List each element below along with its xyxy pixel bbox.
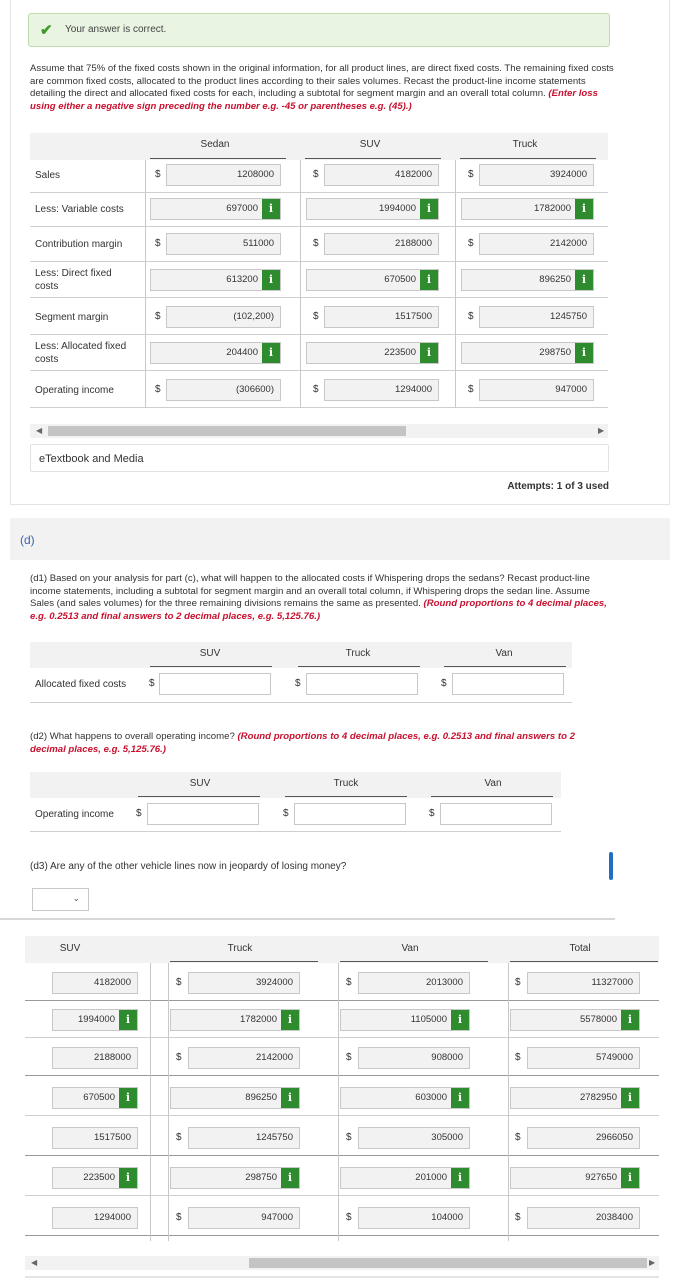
answer-input[interactable]	[358, 972, 470, 994]
answer-input[interactable]	[188, 1047, 300, 1069]
header-underline	[444, 666, 566, 667]
answer-value: 104000	[431, 1212, 463, 1223]
answer-input[interactable]	[52, 1167, 138, 1189]
column-divider	[455, 160, 456, 408]
d2-hint: (Round proportions to 4 decimal places, e.g. 0.2513 and final answers to 2 decimal places, e.g. 5,125.76.)	[30, 731, 575, 755]
answer-input[interactable]	[170, 1009, 300, 1031]
currency-sign: $	[468, 384, 474, 395]
answer-value: 201000	[415, 1172, 447, 1183]
answer-value: 1208000	[237, 169, 274, 180]
row-label: Less: Direct fixed costs	[35, 268, 112, 292]
answer-value: 697000	[226, 203, 258, 214]
answer-input[interactable]	[170, 1087, 300, 1109]
d1-col-truck: Truck	[345, 648, 371, 659]
scroll-left-icon[interactable]: ◀	[36, 426, 43, 435]
header-underline	[150, 158, 286, 159]
banner-text: Your answer is correct.	[65, 24, 167, 35]
t2-col-suv: SUV	[59, 943, 81, 954]
check-icon: ✔	[40, 22, 53, 39]
row-divider	[30, 407, 608, 408]
answer-value: 896250	[539, 274, 571, 285]
row-divider	[30, 261, 608, 262]
d1-row-label: Allocated fixed costs	[35, 679, 127, 690]
answer-input[interactable]	[527, 1047, 640, 1069]
info-icon[interactable]: i	[575, 270, 593, 290]
answer-value: 1994000	[78, 1014, 115, 1025]
answer-value: 223500	[384, 347, 416, 358]
answer-value: 298750	[245, 1172, 277, 1183]
answer-input[interactable]	[527, 1127, 640, 1149]
answer-value: 2142000	[550, 238, 587, 249]
currency-sign: $	[468, 169, 474, 180]
info-icon[interactable]: i	[621, 1010, 639, 1030]
info-icon[interactable]: i	[621, 1088, 639, 1108]
answer-input[interactable]	[479, 164, 594, 186]
answer-value: (102,200)	[233, 311, 274, 322]
col-header-suv: SUV	[359, 139, 381, 150]
d2-col-van: Van	[484, 778, 502, 789]
row-divider	[25, 1037, 659, 1038]
answer-value: 5578000	[580, 1014, 617, 1025]
attempts-counter: Attempts: 1 of 3 used	[507, 481, 609, 492]
answer-value: 2013000	[426, 977, 463, 988]
row-label: Operating income	[35, 385, 114, 396]
currency-sign: $	[176, 977, 182, 988]
answer-input[interactable]	[527, 1207, 640, 1229]
answer-value: 603000	[415, 1092, 447, 1103]
row-divider	[30, 334, 608, 335]
answer-value: 670500	[384, 274, 416, 285]
answer-input[interactable]	[150, 198, 281, 220]
answer-value: 3924000	[256, 977, 293, 988]
currency-sign: $	[283, 808, 289, 819]
answer-input[interactable]	[150, 269, 281, 291]
info-icon[interactable]: i	[281, 1088, 299, 1108]
header-underline	[340, 961, 488, 962]
answer-value: 298750	[539, 347, 571, 358]
answer-value: 1517500	[395, 311, 432, 322]
answer-input[interactable]	[52, 972, 138, 994]
row-label: Contribution margin	[35, 239, 123, 250]
header-underline	[510, 961, 658, 962]
answer-value: 2038400	[596, 1212, 633, 1223]
scroll-right-icon[interactable]: ▶	[649, 1258, 656, 1267]
answer-value: 670500	[83, 1092, 115, 1103]
answer-input[interactable]	[188, 1127, 300, 1149]
row-divider	[25, 1155, 659, 1156]
answer-input[interactable]	[324, 164, 439, 186]
answer-value: 11327000	[591, 977, 633, 988]
info-icon[interactable]: i	[119, 1088, 137, 1108]
row-divider	[30, 297, 608, 298]
row-label: Less: Allocated fixed costs	[35, 341, 127, 365]
answer-input[interactable]	[306, 198, 439, 220]
row-divider	[30, 226, 608, 227]
answer-value: 511000	[243, 238, 274, 249]
answer-value: 223500	[83, 1172, 115, 1183]
instructions-hint: (Enter loss using either a negative sign preceding the number e.g. -45 or parentheses e.g. (45).)	[30, 88, 598, 112]
info-icon[interactable]: i	[420, 270, 438, 290]
answer-value: 4182000	[94, 977, 131, 988]
currency-sign: $	[176, 1052, 182, 1063]
answer-value: 204400	[226, 347, 258, 358]
answer-input[interactable]	[52, 1207, 138, 1229]
info-icon[interactable]: i	[420, 343, 438, 363]
answer-input[interactable]	[479, 233, 594, 255]
header-underline	[170, 961, 318, 962]
scrollbar-thumb[interactable]	[48, 426, 406, 436]
currency-sign: $	[136, 808, 142, 819]
answer-input[interactable]	[150, 342, 281, 364]
horizontal-scrollbar-2[interactable]	[25, 1256, 659, 1270]
d3-answer-select[interactable]	[32, 888, 89, 911]
d2-van-input[interactable]	[440, 803, 552, 825]
currency-sign: $	[313, 238, 319, 249]
answer-input[interactable]	[479, 379, 594, 401]
answer-input[interactable]	[340, 1009, 470, 1031]
info-icon[interactable]: i	[262, 270, 280, 290]
answer-value: 1294000	[94, 1212, 131, 1223]
info-icon[interactable]: i	[119, 1168, 137, 1188]
currency-sign: $	[313, 169, 319, 180]
answer-value: 1994000	[379, 203, 416, 214]
info-icon[interactable]: i	[262, 343, 280, 363]
info-icon[interactable]: i	[575, 343, 593, 363]
currency-sign: $	[515, 1132, 521, 1143]
info-icon[interactable]: i	[420, 199, 438, 219]
answer-value: 947000	[555, 384, 587, 395]
d2-truck-input[interactable]	[294, 803, 406, 825]
row-divider	[30, 831, 561, 832]
d1-question	[30, 573, 613, 623]
answer-value: 1294000	[395, 384, 432, 395]
answer-input[interactable]	[166, 233, 281, 255]
answer-input[interactable]	[170, 1167, 300, 1189]
answer-input[interactable]	[510, 1167, 640, 1189]
d1-van-input[interactable]	[452, 673, 564, 695]
currency-sign: $	[515, 977, 521, 988]
row-divider	[30, 702, 572, 703]
column-divider	[338, 963, 339, 1241]
currency-sign: $	[429, 808, 435, 819]
header-underline	[431, 796, 553, 797]
currency-sign: $	[468, 238, 474, 249]
row-divider	[30, 192, 608, 193]
answer-value: 1782000	[240, 1014, 277, 1025]
col-header-truck: Truck	[512, 139, 538, 150]
currency-sign: $	[155, 384, 161, 395]
answer-input[interactable]	[358, 1207, 470, 1229]
row-divider	[30, 370, 608, 371]
d1-question-text: (d1) Based on your analysis for part (c), what will happen to the allocated costs if Whispering drops the sedans? Recast product-line income statements, including a subtotal for segment margin and an overall total column, if Whispering drops the sedan line. Assume Sales (and sales volumes) for the three remaining divisions remains the same as presented.	[30, 573, 590, 609]
scrollbar-thumb[interactable]	[249, 1258, 647, 1268]
answer-value: 1105000	[410, 1014, 447, 1025]
answer-input[interactable]	[188, 972, 300, 994]
answer-input[interactable]	[52, 1127, 138, 1149]
d2-suv-input[interactable]	[147, 803, 259, 825]
d1-col-suv: SUV	[199, 648, 221, 659]
scroll-left-icon[interactable]: ◀	[31, 1258, 38, 1267]
answer-value: 1245750	[550, 311, 587, 322]
answer-input[interactable]	[461, 198, 594, 220]
row-divider	[25, 1235, 659, 1236]
currency-sign: $	[313, 311, 319, 322]
answer-value: 1517500	[94, 1132, 131, 1143]
answer-value: 4182000	[395, 169, 432, 180]
d1-col-van: Van	[495, 648, 513, 659]
header-underline	[285, 796, 407, 797]
currency-sign: $	[346, 1052, 352, 1063]
answer-input[interactable]	[527, 972, 640, 994]
answer-value: 3924000	[550, 169, 587, 180]
horizontal-scrollbar[interactable]	[30, 424, 608, 438]
answer-value: (306600)	[235, 384, 274, 395]
info-icon[interactable]: i	[281, 1010, 299, 1030]
answer-input[interactable]	[510, 1009, 640, 1031]
currency-sign: $	[176, 1212, 182, 1223]
answer-input[interactable]	[461, 269, 594, 291]
header-underline	[298, 666, 420, 667]
column-divider	[508, 963, 509, 1241]
answer-value: 2188000	[94, 1052, 131, 1063]
answer-input[interactable]	[324, 233, 439, 255]
info-icon[interactable]: i	[262, 199, 280, 219]
d2-row-label: Operating income	[35, 809, 114, 820]
answer-value: 927650	[585, 1172, 617, 1183]
instructions-main: Assume that 75% of the fixed costs shown in the original information, for all product lines, are direct fixed costs. The remaining fixed costs are common fixed costs, allocated to the product lines according to their sales volumes. Recast the product-line income statements detailing the direct and allocated fixed costs for each, including a subtotal for segment margin and an overall total column.	[30, 63, 614, 99]
answer-input[interactable]	[324, 306, 439, 328]
answer-value: 5749000	[596, 1052, 633, 1063]
currency-sign: $	[515, 1212, 521, 1223]
column-divider	[300, 160, 301, 408]
row-label: Less: Variable costs	[35, 204, 124, 215]
scroll-right-icon[interactable]: ▶	[598, 426, 605, 435]
d1-suv-input[interactable]	[159, 673, 271, 695]
info-icon[interactable]: i	[281, 1168, 299, 1188]
answer-input[interactable]	[52, 1087, 138, 1109]
currency-sign: $	[149, 678, 155, 689]
d3-question: (d3) Are any of the other vehicle lines now in jeopardy of losing money?	[30, 861, 347, 872]
row-divider	[25, 1075, 659, 1076]
header-underline	[138, 796, 260, 797]
bottom-divider	[25, 1276, 659, 1278]
answer-value: 2142000	[256, 1052, 293, 1063]
answer-value: 305000	[431, 1132, 463, 1143]
scroll-indicator	[609, 852, 613, 880]
answer-input[interactable]	[340, 1167, 470, 1189]
d2-question-text: (d2) What happens to overall operating income?	[30, 731, 235, 742]
t2-col-total: Total	[569, 943, 591, 954]
part-d-header	[10, 518, 670, 560]
header-underline	[305, 158, 441, 159]
d2-question	[30, 731, 613, 756]
etextbook-link[interactable]: eTextbook and Media	[39, 453, 144, 465]
currency-sign: $	[346, 1132, 352, 1143]
row-label: Sales	[35, 170, 61, 181]
currency-sign: $	[155, 311, 161, 322]
currency-sign: $	[441, 678, 447, 689]
etextbook-panel[interactable]	[30, 444, 609, 472]
info-icon[interactable]: i	[451, 1088, 469, 1108]
header-underline	[460, 158, 596, 159]
answer-value: 2188000	[395, 238, 432, 249]
d2-col-suv: SUV	[189, 778, 211, 789]
answer-value: 896250	[245, 1092, 277, 1103]
currency-sign: $	[155, 238, 161, 249]
row-label: Segment margin	[35, 312, 109, 323]
currency-sign: $	[176, 1132, 182, 1143]
row-divider	[25, 1000, 659, 1001]
answer-input[interactable]	[358, 1047, 470, 1069]
column-divider	[145, 160, 146, 408]
answer-value: 613200	[226, 274, 258, 285]
answer-input[interactable]	[52, 1047, 138, 1069]
answer-input[interactable]	[510, 1087, 640, 1109]
instructions	[30, 63, 615, 113]
answer-value: 908000	[431, 1052, 463, 1063]
row-divider	[25, 1195, 659, 1196]
answer-input[interactable]	[188, 1207, 300, 1229]
d2-col-truck: Truck	[333, 778, 359, 789]
currency-sign: $	[468, 311, 474, 322]
answer-input[interactable]	[166, 306, 281, 328]
t2-col-van: Van	[401, 943, 419, 954]
answer-value: 1245750	[256, 1132, 293, 1143]
answer-input[interactable]	[479, 306, 594, 328]
row-divider	[25, 1115, 659, 1116]
info-icon[interactable]: i	[451, 1010, 469, 1030]
col-header-sedan: Sedan	[200, 139, 230, 150]
answer-input[interactable]	[461, 342, 594, 364]
info-icon[interactable]: i	[621, 1168, 639, 1188]
answer-input[interactable]	[358, 1127, 470, 1149]
info-icon[interactable]: i	[575, 199, 593, 219]
answer-input[interactable]	[324, 379, 439, 401]
answer-input[interactable]	[306, 342, 439, 364]
part-d-letter: (d)	[20, 533, 35, 547]
answer-input[interactable]	[166, 164, 281, 186]
column-divider	[150, 963, 151, 1241]
column-divider	[168, 963, 169, 1241]
currency-sign: $	[346, 977, 352, 988]
info-icon[interactable]: i	[119, 1010, 137, 1030]
answer-value: 2966050	[596, 1132, 633, 1143]
currency-sign: $	[346, 1212, 352, 1223]
answer-value: 947000	[261, 1212, 293, 1223]
d1-truck-input[interactable]	[306, 673, 418, 695]
info-icon[interactable]: i	[451, 1168, 469, 1188]
section-divider	[0, 918, 615, 920]
currency-sign: $	[155, 169, 161, 180]
header-underline	[150, 666, 272, 667]
answer-value: 2782950	[580, 1092, 617, 1103]
answer-input[interactable]	[166, 379, 281, 401]
currency-sign: $	[515, 1052, 521, 1063]
correct-banner	[28, 13, 610, 47]
chevron-down-icon: ⌄	[72, 893, 80, 903]
d1-hint: (Round proportions to 4 decimal places, e.g. 0.2513 and final answers to 2 decimal places, e.g. 5,125.76.)	[30, 598, 607, 622]
currency-sign: $	[295, 678, 301, 689]
answer-input[interactable]	[340, 1087, 470, 1109]
t2-col-truck: Truck	[227, 943, 253, 954]
answer-value: 1782000	[534, 203, 571, 214]
answer-input[interactable]	[306, 269, 439, 291]
currency-sign: $	[313, 384, 319, 395]
answer-input[interactable]	[52, 1009, 138, 1031]
